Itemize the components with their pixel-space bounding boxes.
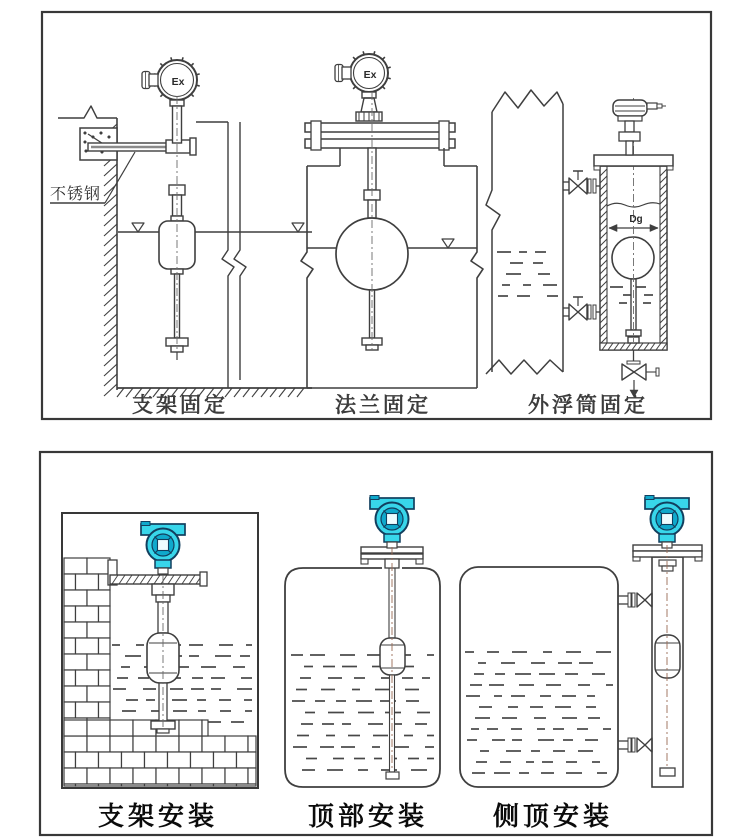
caption-external-chamber-fixing: 外浮筒固定 [528,394,648,417]
ex-label-1: Ex [171,76,185,88]
stainless-steel-label: 不锈钢 [50,186,102,203]
caption-side-top-install: 侧顶安装 [492,801,613,831]
caption-bracket-install: 支架安装 [97,801,218,831]
caption-top-install: 顶部安装 [307,801,428,831]
caption-flange-fixing: 法兰固定 [335,394,431,417]
ex-label-2: Ex [363,69,377,81]
caption-bracket-fixing: 支架固定 [132,394,228,417]
dg-label: Dg [629,214,643,225]
figure-bracket-install [62,513,258,788]
